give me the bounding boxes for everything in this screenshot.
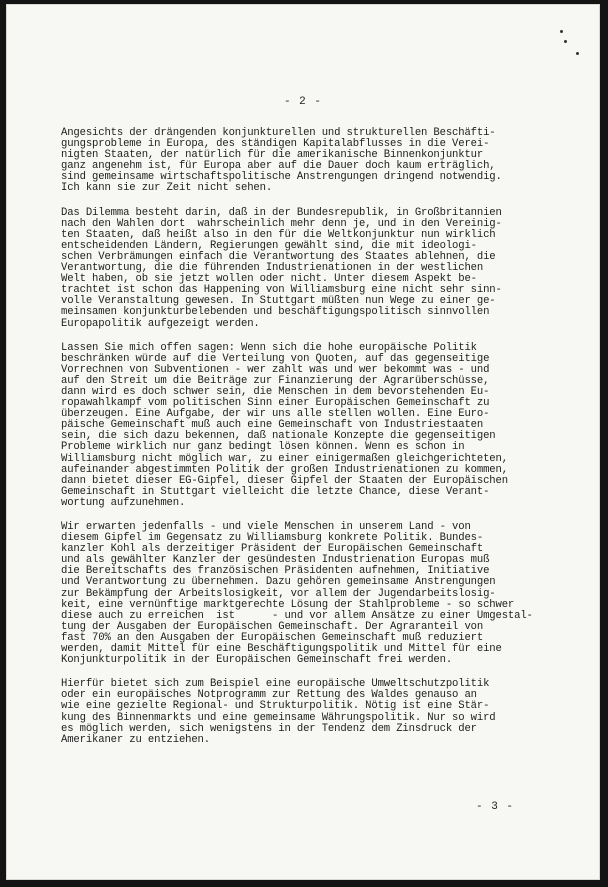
text-line: ten Staaten, daß heißt also in den für die Weltkonjunktur nun wirklich — [61, 228, 496, 241]
scan-speck — [560, 30, 563, 33]
text-line: dann wird es doch schwer sein, die Menschen in dem bevorstehenden Eu- — [61, 385, 490, 398]
text-line: diesem Gipfel im Gegensatz zu Williamsburg konkrete Politik. Bundes- — [61, 532, 484, 545]
text-line: fast 70% an den Ausgaben der Europäischen Gemeinschaft muß reduziert — [61, 631, 484, 644]
text-line: tung der Ausgaben der Europäischen Gemeinschaft. Der Agraranteil von — [61, 620, 484, 633]
text-line: oder ein europäisches Notprogramm zur Rettung des Waldes genauso an — [61, 689, 477, 702]
paragraph — [61, 343, 571, 509]
text-line: beschränken würde auf die Verteilung von Quoten, auf das gegenseitige — [61, 352, 490, 365]
text-line: zur Bekämpfung der Arbeitslosigkeit, vor allem der Jugendarbeitslosig- — [61, 587, 496, 600]
text-line: es möglich werden, sich wenigstens in der Tendenz dem Zinsdruck der — [61, 722, 477, 735]
paragraph — [61, 128, 571, 195]
text-line: Verantwortung, die die führenden Industrienationen in der westlichen — [61, 262, 484, 275]
text-line: schen Verbrämungen einfach die Verantwortung des Staates ablehnen, die — [61, 250, 496, 263]
text-line: wie eine gezielte Regional- und Strukturpolitik. Nötig ist eine Stär- — [61, 700, 490, 713]
text-line: Gemeinschaft in Stuttgart vielleicht die letzte Chance, diese Verant- — [61, 485, 490, 498]
text-line: päische Gemeinschaft muß auch eine Gemeinschaft von Industriestaaten — [61, 419, 484, 432]
text-line: nach den Wahlen dort wahrscheinlich mehr denn je, und in den Vereinig- — [61, 217, 502, 230]
text-line: die Bereitschafts des französischen Präsidenten aufnehmen, Initiative — [61, 565, 490, 578]
document-page — [6, 4, 600, 880]
scan-specks — [558, 30, 588, 60]
text-line: überzeugen. Eine Aufgabe, der wir uns alle stellen wollen. Eine Euro- — [61, 408, 490, 421]
text-line: kung des Binnenmarkts und eine gemeinsame Währungspolitik. Nur so wird — [61, 711, 496, 724]
text-line: sind gemeinsame wirtschaftspolitische Anstrengungen dringend notwendig. — [61, 171, 502, 184]
page-number: - 2 - — [283, 96, 322, 108]
text-line: Williamsburg nicht möglich war, zu einer einigermaßen gleichgerichteten, — [61, 452, 508, 465]
text-line: Wir erwarten jedenfalls - und viele Menschen in unserem Land - von — [61, 521, 471, 533]
text-line: Das Dilemma besteht darin, daß in der Bundesrepublik, in Großbritannien — [61, 206, 502, 219]
text-line: ganz angenehm ist, für Europa aber auf die Dauer doch kaum erträglich, — [61, 160, 496, 173]
scan-speck — [576, 52, 579, 55]
scan-speck — [564, 40, 567, 43]
text-line: Vorrechnen von Subventionen - wer zahlt was und wer bekommt was - und — [61, 363, 490, 376]
text-line: Lassen Sie mich offen sagen: Wenn sich die hohe europäische Politik — [61, 341, 477, 354]
text-line: Welt haben, ob sie jetzt wollen oder nicht. Unter diesem Aspekt be- — [61, 273, 477, 286]
text-line: nigten Staaten, der natürlich für die amerikanische Binnenkonjunktur — [61, 149, 484, 162]
text-line: Europapolitik aufgezeigt werden. — [61, 317, 260, 330]
paragraph — [61, 208, 571, 330]
next-page-marker: - 3 - — [476, 801, 515, 813]
text-line: ropawahlkampf vom politischen Sinn einer Europäischen Gemeinschaft zu — [61, 397, 490, 410]
text-line: Amerikaner zu entziehen. — [61, 733, 210, 746]
text-line: Hierfür bietet sich zum Beispiel eine europäische Umweltschutzpolitik — [61, 678, 490, 691]
text-line: und als gewählter Kanzler der gesündesten Industrienation Europas muß — [61, 554, 490, 567]
text-line: werden, damit Mittel für eine Beschäftigungspolitik und Mittel für eine — [61, 643, 502, 656]
text-line: diese auch zu erreichen ist - und vor allem Ansätze zu einer Umgestal- — [61, 609, 533, 622]
text-line: Angesichts der drängenden konjunkturellen und strukturellen Beschäfti- — [61, 127, 496, 139]
text-line: kanzler Kohl als derzeitiger Präsident der Europäischen Gemeinschaft — [61, 543, 484, 556]
text-line: wortung aufzunehmen. — [61, 496, 186, 509]
text-line: auf den Streit um die Beiträge zur Finanzierung der Agrarüberschüsse, — [61, 374, 490, 387]
text-line: trachtet ist schon das Happening von Williamsburg eine nicht sehr sinn- — [61, 284, 502, 297]
paragraph — [61, 522, 571, 666]
paragraph — [61, 679, 571, 746]
text-line: und Verantwortung zu übernehmen. Dazu gehören gemeinsame Anstrengungen — [61, 576, 496, 589]
body-text — [61, 128, 571, 759]
text-line: volle Veranstaltung gewesen. In Stuttgart müßten nun Wege zu einer ge- — [61, 295, 496, 308]
text-line: keit, eine vernünftige marktgerechte Lösung der Stahlprobleme - so schwer — [61, 598, 515, 611]
text-line: meinsamen konjunkturbelebenden und beschäftigungspolitisch sinnvollen — [61, 306, 490, 319]
text-line: sein, die sich dazu bekennen, daß nationale Konzepte die gegenseitigen — [61, 430, 496, 443]
text-line: Konjunkturpolitik in der Europäischen Gemeinschaft frei werden. — [61, 654, 453, 667]
text-line: gungsprobleme in Europa, des ständigen Kapitalabflusses in die Verei- — [61, 138, 490, 151]
text-line: entscheidenden Ländern, Regierungen gewählt sind, die mit ideologi- — [61, 239, 477, 252]
text-line: dann bietet dieser EG-Gipfel, dieser Gipfel der Staaten der Europäischen — [61, 474, 508, 487]
text-line: Ich kann sie zur Zeit nicht sehen. — [61, 182, 273, 195]
text-line: aufeinander abgestimmten Politik der großen Industrienationen zu kommen, — [61, 463, 508, 476]
text-line: Probleme wirklich nur ganz bedingt lösen können. Wenn es schon in — [61, 441, 465, 454]
